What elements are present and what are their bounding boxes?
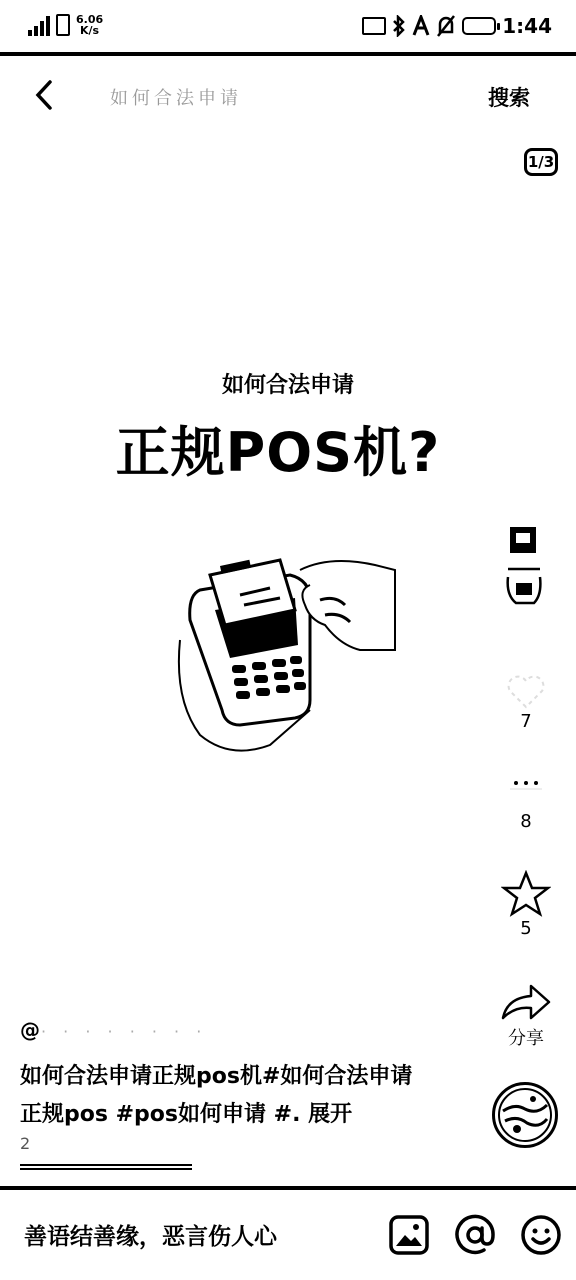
battery-icon: [462, 17, 496, 35]
post-title: 正规POS机?: [115, 421, 441, 484]
progress-indicator: [20, 1164, 192, 1170]
share-button[interactable]: [496, 980, 556, 1050]
status-bar: [0, 0, 576, 52]
nfc-icon: [362, 17, 386, 35]
expand-button[interactable]: 展开: [308, 1102, 353, 1127]
status-right: [362, 14, 552, 38]
share-label: 分享: [508, 1028, 544, 1049]
like-button[interactable]: [496, 675, 556, 732]
divider: [0, 1186, 576, 1190]
comment-icon: [504, 775, 548, 811]
author-avatar[interactable]: [504, 525, 544, 607]
favorite-count: 5: [520, 918, 532, 939]
comment-input[interactable]: 善语结善缘，恶言伤人心: [24, 1224, 277, 1250]
divider: [0, 52, 576, 56]
page-indicator: 1/3: [524, 148, 558, 176]
post-caption[interactable]: [20, 1058, 430, 1134]
author-name[interactable]: [20, 1018, 207, 1042]
status-left: [28, 14, 103, 36]
net-speed-unit: K/s: [80, 24, 100, 37]
post-subtitle: 如何合法申请: [221, 373, 354, 398]
like-count: 7: [520, 711, 532, 732]
star-icon: [501, 870, 551, 918]
caption-text: 如何合法申请正规pos机#如何合法申请正规pos #pos如何申请 #.: [20, 1064, 413, 1127]
author-handle: · · · · · · · ·: [41, 1022, 208, 1041]
heart-icon: [504, 675, 548, 711]
emoji-icon[interactable]: [520, 1214, 562, 1256]
bluetooth-icon: [392, 15, 406, 37]
favorite-button[interactable]: [496, 870, 556, 939]
caption-extra: 2: [20, 1134, 31, 1153]
search-button[interactable]: 搜索: [488, 86, 530, 110]
image-icon[interactable]: [388, 1214, 430, 1256]
music-disc[interactable]: [492, 1082, 558, 1148]
sim-icon: [56, 14, 70, 36]
clock: 1:44: [502, 14, 552, 38]
net-speed-value: 6.06: [76, 13, 104, 26]
music-disc-icon: [495, 1085, 555, 1145]
back-icon[interactable]: [30, 78, 60, 112]
comment-count: 8: [520, 811, 532, 832]
search-query[interactable]: 如何合法申请: [110, 88, 242, 109]
auto-brightness-icon: [412, 15, 430, 37]
signal-icon: [28, 14, 50, 36]
mute-icon: [436, 15, 456, 37]
comment-button[interactable]: [496, 775, 556, 832]
net-speed: [76, 14, 103, 36]
search-header: [0, 70, 576, 122]
share-icon: [499, 980, 553, 1024]
mention-icon[interactable]: [454, 1214, 496, 1256]
author-at: @: [20, 1018, 41, 1042]
pos-machine-illustration: [160, 550, 410, 760]
